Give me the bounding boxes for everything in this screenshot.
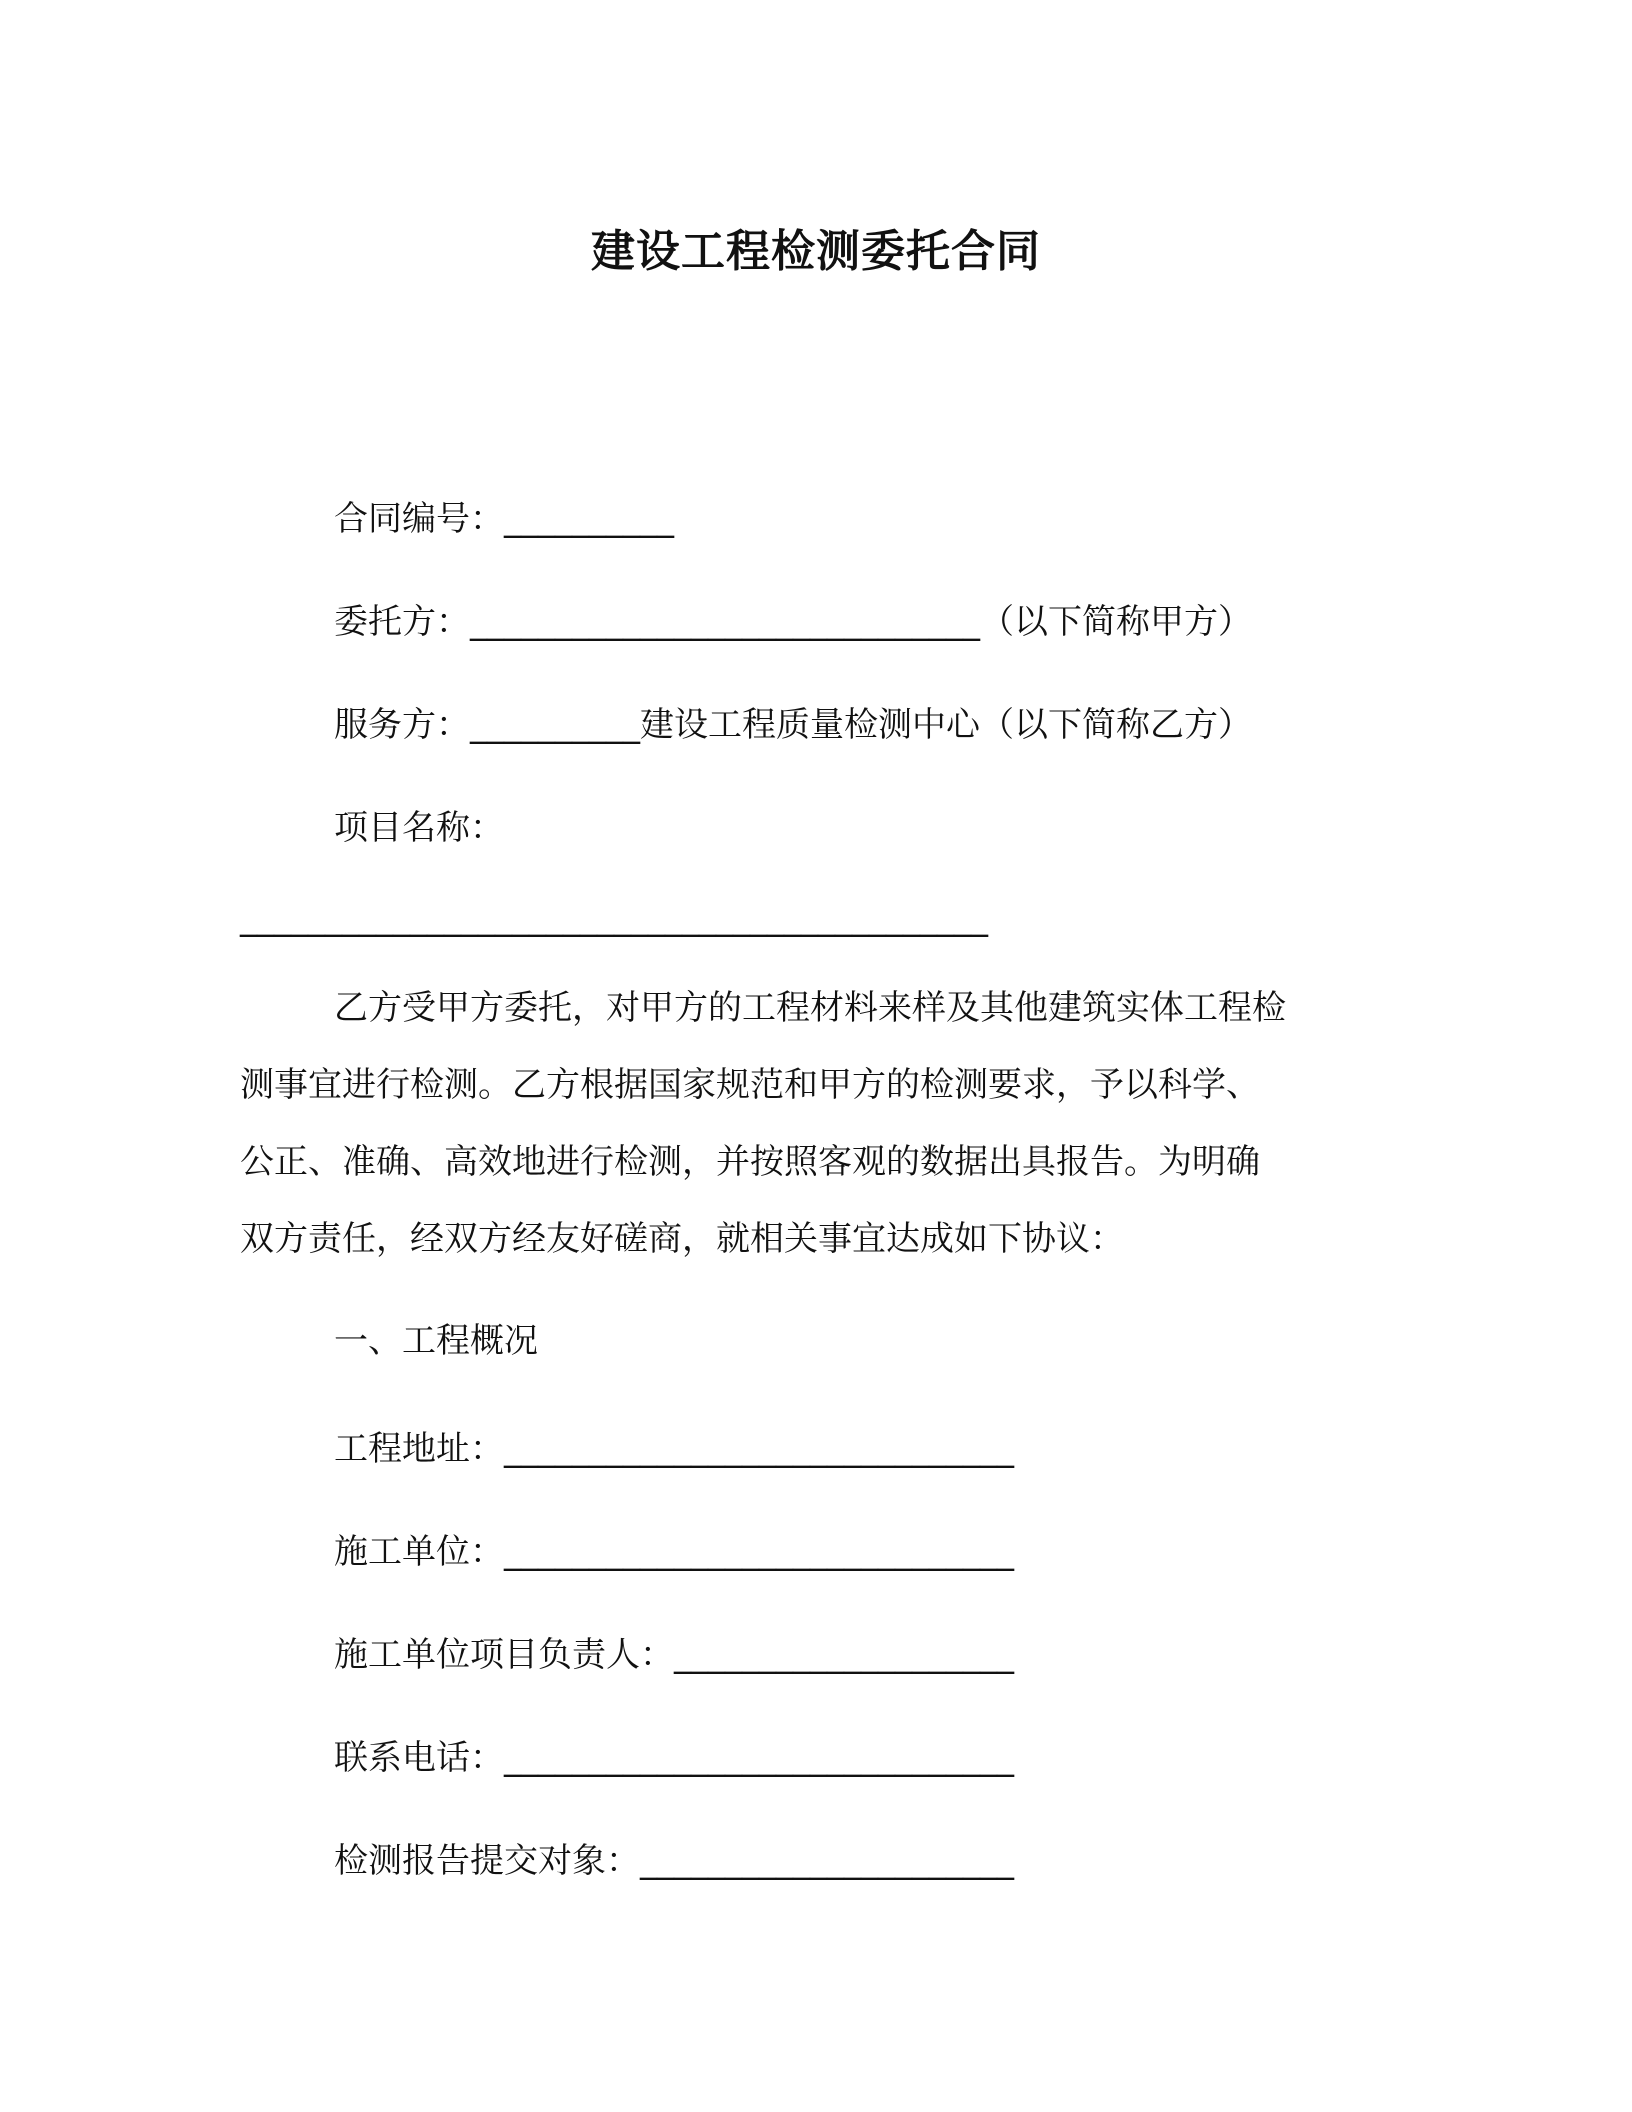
client-blank: ______________________________: [470, 602, 980, 642]
section-1-heading: 一、工程概况: [334, 1321, 538, 1361]
builder-manager-blank: ____________________: [674, 1635, 1014, 1675]
report-recipient-label: 检测报告提交对象：: [334, 1841, 640, 1881]
contract-number-row: [334, 494, 674, 544]
client-suffix: （以下简称甲方）: [980, 602, 1252, 642]
provider-label: 服务方：: [334, 705, 470, 745]
project-name-blank: ____________________________________________: [240, 898, 988, 938]
contract-number-blank: __________: [504, 499, 674, 539]
contact-phone-label: 联系电话：: [334, 1738, 504, 1778]
report-recipient-blank: ______________________: [640, 1841, 1014, 1881]
intro-line-1: 乙方受甲方委托，对甲方的工程材料来样及其他建筑实体工程检: [334, 988, 1286, 1028]
intro-line-2: 测事宜进行检测。乙方根据国家规范和甲方的检测要求，予以科学、: [240, 1065, 1260, 1105]
contact-phone-row: [334, 1733, 1014, 1783]
builder-row: [334, 1527, 1014, 1577]
contact-phone-blank: ______________________________: [504, 1738, 1014, 1778]
provider-row: [334, 700, 1252, 750]
project-address-blank: ______________________________: [504, 1429, 1014, 1469]
provider-blank: __________: [470, 705, 640, 745]
builder-label: 施工单位：: [334, 1532, 504, 1572]
builder-manager-row: [334, 1630, 1014, 1680]
project-address-row: [334, 1424, 1014, 1474]
document-title: 建设工程检测委托合同: [591, 226, 1041, 277]
builder-blank: ______________________________: [504, 1532, 1014, 1572]
contract-number-label: 合同编号：: [334, 499, 504, 539]
client-row: [334, 597, 1252, 647]
project-name-row: [334, 803, 504, 853]
builder-manager-label: 施工单位项目负责人：: [334, 1635, 674, 1675]
intro-line-3: 公正、准确、高效地进行检测，并按照客观的数据出具报告。为明确: [240, 1142, 1260, 1182]
report-recipient-row: [334, 1836, 1014, 1886]
project-name-blank-row: [240, 893, 988, 943]
intro-line-4: 双方责任，经双方经友好磋商，就相关事宜达成如下协议：: [240, 1219, 1124, 1259]
client-label: 委托方：: [334, 602, 470, 642]
project-address-label: 工程地址：: [334, 1429, 504, 1469]
project-name-label: 项目名称：: [334, 808, 504, 848]
provider-suffix: 建设工程质量检测中心（以下简称乙方）: [640, 705, 1252, 745]
